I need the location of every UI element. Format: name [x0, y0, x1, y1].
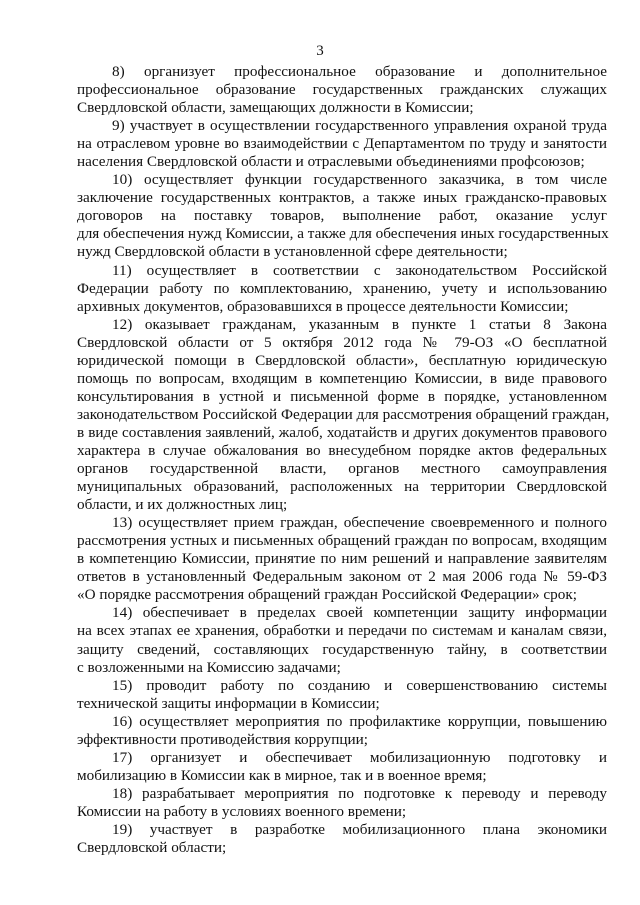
list-item-paragraph	[77, 514, 607, 604]
list-item-paragraph	[77, 785, 607, 821]
text-line: муниципальных образований, расположенных на территории Свердловской	[77, 478, 607, 496]
list-item-paragraph	[77, 604, 607, 676]
list-item-paragraph	[77, 117, 607, 171]
text-line: с возложенными на Комиссию задачами;	[77, 658, 341, 676]
text-line: 9) участвует в осуществлении государственного управления охраной труда	[112, 117, 607, 135]
text-line: области, и их должностных лиц;	[77, 496, 288, 514]
text-line: заключение государственных контрактов, а также иных гражданско-правовых	[77, 189, 607, 207]
text-line: характера в случае обжалования во внесудебном порядке актов федеральных	[77, 441, 607, 459]
text-line: консультирования в устной и письменной форме в порядке, установленном	[77, 387, 607, 405]
text-line: Федерации работу по комплектованию, хранению, учету и использованию	[77, 279, 607, 297]
text-line: населения Свердловской области и отраслевыми объединениями профсоюзов;	[77, 153, 585, 171]
document-body	[77, 63, 610, 857]
text-line: 8) организует профессиональное образование и дополнительное	[112, 63, 607, 80]
text-line: в виде составления заявлений, жалоб, ходатайств и других документов правового	[77, 423, 607, 441]
text-line: Свердловской области;	[77, 839, 227, 857]
text-line: Свердловской области, замещающих должности в Комиссии;	[77, 99, 474, 117]
text-line: Комиссии на работу в условиях военного времени;	[77, 802, 407, 820]
text-line: 19) участвует в разработке мобилизационного плана экономики	[112, 820, 607, 838]
text-line: технической защиты информации в Комиссии;	[77, 694, 380, 712]
text-line: помощь по вопросам, входящим в компетенцию Комиссии, в виде правового	[77, 369, 607, 387]
text-line: для обеспечения нужд Комиссии, а также для обеспечения иных государственных	[77, 225, 609, 243]
text-line: защиту сведений, составляющих государственную тайну, в соответствии	[77, 640, 607, 658]
text-line: 13) осуществляет прием граждан, обеспечение своевременного и полного	[112, 514, 607, 532]
text-line: 11) осуществляет в соответствии с законодательством Российской	[112, 261, 607, 279]
text-line: 14) обеспечивает в пределах своей компетенции защиту информации	[112, 604, 607, 622]
text-line: нужд Свердловской области в установленной сфере деятельности;	[77, 243, 508, 261]
text-line: профессиональное образование государственных гражданских служащих	[77, 81, 607, 99]
list-item-paragraph	[77, 171, 607, 261]
page-number: 3	[316, 43, 324, 59]
list-item-paragraph	[77, 63, 607, 117]
text-line: 17) организует и обеспечивает мобилизационную подготовку и	[112, 748, 607, 766]
text-line: в компетенцию Комиссии, принятие по ним решений и направление заявителям	[77, 550, 607, 568]
text-line: 10) осуществляет функции государственного заказчика, в том числе	[112, 171, 607, 189]
list-item-paragraph	[77, 821, 607, 857]
text-line: юридической помощи в Свердловской области», бесплатную юридическую	[77, 351, 607, 369]
text-line: мобилизацию в Комиссии как в мирное, так и в военное время;	[77, 766, 487, 784]
list-item-paragraph	[77, 713, 607, 749]
text-line: договоров на поставку товаров, выполнение работ, оказание услуг	[77, 207, 607, 225]
text-line: ответов в установленный Федеральным законом от 2 мая 2006 года № 59-ФЗ	[77, 568, 607, 586]
text-line: 18) разрабатывает мероприятия по подготовке к переводу и переводу	[112, 784, 607, 802]
list-item-paragraph	[77, 677, 607, 713]
text-line: 15) проводит работу по созданию и совершенствованию системы	[112, 676, 607, 694]
list-item-paragraph	[77, 749, 607, 785]
list-item-paragraph	[77, 262, 607, 316]
text-line: «О порядке рассмотрения обращений граждан Российской Федерации» срок;	[77, 586, 577, 604]
text-line: законодательством Российской Федерации для рассмотрения обращений граждан,	[77, 405, 610, 423]
text-line: 16) осуществляет мероприятия по профилактике коррупции, повышению	[112, 712, 607, 730]
text-line: Свердловской области от 5 октября 2012 года № 79-ОЗ «О бесплатной	[77, 333, 607, 351]
text-line: рассмотрения устных и письменных обращений граждан по вопросам, входящим	[77, 532, 607, 550]
text-line: органов государственной власти, органов местного самоуправления	[77, 460, 607, 478]
list-item-paragraph	[77, 315, 610, 515]
text-line: эффективности противодействия коррупции;	[77, 730, 368, 748]
text-line: 12) оказывает гражданам, указанным в пункте 1 статьи 8 Закона	[112, 315, 607, 333]
text-line: архивных документов, образовавшихся в процессе деятельности Комиссии;	[77, 297, 569, 315]
text-line: на отраслевом уровне во взаимодействии с Департаментом по труду и занятости	[77, 135, 607, 153]
text-line: на всех этапах ее хранения, обработки и передачи по системам и каналам связи,	[77, 622, 607, 640]
